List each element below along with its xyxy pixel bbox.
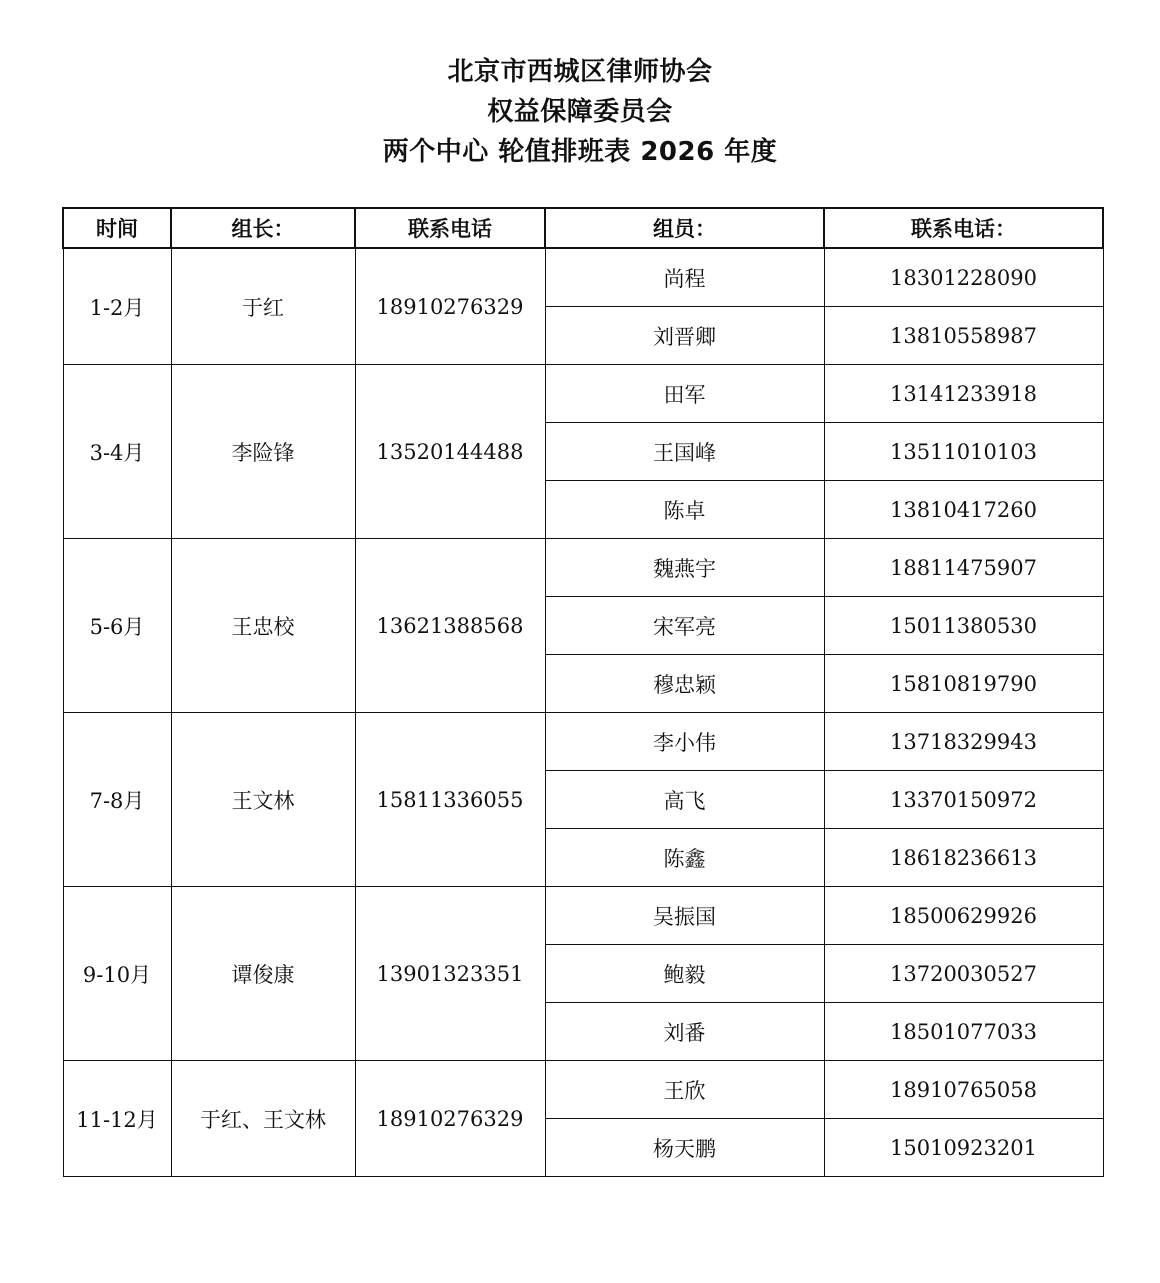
cell-member-phone: 15011380530 [824, 597, 1103, 655]
cell-member-phone: 18811475907 [824, 539, 1103, 597]
cell-member-name: 吴振国 [545, 887, 824, 945]
cell-member-name: 高飞 [545, 771, 824, 829]
table-row [63, 1061, 1103, 1119]
header-leader-phone: 联系电话 [355, 208, 545, 248]
cell-leader-phone: 13520144488 [355, 365, 545, 539]
header-leader: 组长： [171, 208, 355, 248]
cell-member-phone: 18910765058 [824, 1061, 1103, 1119]
table-row [63, 539, 1103, 597]
header-member-phone: 联系电话： [824, 208, 1103, 248]
cell-leader-phone: 15811336055 [355, 713, 545, 887]
table-row [63, 248, 1103, 307]
cell-time: 9-10月 [63, 887, 171, 1061]
cell-leader: 王忠校 [171, 539, 355, 713]
cell-leader-phone: 18910276329 [355, 248, 545, 365]
cell-member-phone: 18500629926 [824, 887, 1103, 945]
cell-time: 11-12月 [63, 1061, 171, 1177]
table-header-row [63, 208, 1103, 248]
cell-leader: 李险锋 [171, 365, 355, 539]
cell-time: 3-4月 [63, 365, 171, 539]
cell-member-name: 鲍毅 [545, 945, 824, 1003]
cell-member-phone: 13810417260 [824, 481, 1103, 539]
cell-member-phone: 13810558987 [824, 307, 1103, 365]
cell-member-phone: 18301228090 [824, 248, 1103, 307]
cell-member-phone: 13511010103 [824, 423, 1103, 481]
cell-leader-phone: 13621388568 [355, 539, 545, 713]
cell-member-name: 尚程 [545, 248, 824, 307]
cell-leader-phone: 18910276329 [355, 1061, 545, 1177]
cell-member-name: 王国峰 [545, 423, 824, 481]
document-title [0, 52, 1160, 172]
cell-leader: 于红 [171, 248, 355, 365]
title-committee: 权益保障委员会 [487, 97, 673, 127]
cell-member-name: 田军 [545, 365, 824, 423]
cell-member-phone: 13141233918 [824, 365, 1103, 423]
cell-member-phone: 13370150972 [824, 771, 1103, 829]
title-association: 北京市西城区律师协会 [447, 57, 713, 87]
table-row [63, 365, 1103, 423]
cell-member-phone: 13718329943 [824, 713, 1103, 771]
cell-member-name: 陈鑫 [545, 829, 824, 887]
cell-member-name: 陈卓 [545, 481, 824, 539]
cell-leader: 谭俊康 [171, 887, 355, 1061]
header-member: 组员： [545, 208, 824, 248]
table-row [63, 713, 1103, 771]
table-body [63, 248, 1103, 1177]
cell-member-name: 杨天鹏 [545, 1119, 824, 1177]
cell-member-name: 刘晋卿 [545, 307, 824, 365]
table-row [63, 887, 1103, 945]
cell-member-phone: 13720030527 [824, 945, 1103, 1003]
cell-member-name: 魏燕宇 [545, 539, 824, 597]
cell-time: 7-8月 [63, 713, 171, 887]
cell-leader-phone: 13901323351 [355, 887, 545, 1061]
cell-member-name: 王欣 [545, 1061, 824, 1119]
cell-leader: 王文林 [171, 713, 355, 887]
cell-time: 5-6月 [63, 539, 171, 713]
cell-member-name: 宋军亮 [545, 597, 824, 655]
cell-member-phone: 15810819790 [824, 655, 1103, 713]
cell-leader: 于红、王文林 [171, 1061, 355, 1177]
cell-member-name: 穆忠颖 [545, 655, 824, 713]
cell-member-phone: 18618236613 [824, 829, 1103, 887]
title-schedule: 两个中心 轮值排班表 2026 年度 [382, 137, 778, 167]
duty-roster-table [62, 207, 1104, 1177]
cell-member-name: 刘番 [545, 1003, 824, 1061]
cell-member-phone: 15010923201 [824, 1119, 1103, 1177]
header-time: 时间 [63, 208, 171, 248]
cell-member-name: 李小伟 [545, 713, 824, 771]
cell-member-phone: 18501077033 [824, 1003, 1103, 1061]
cell-time: 1-2月 [63, 248, 171, 365]
